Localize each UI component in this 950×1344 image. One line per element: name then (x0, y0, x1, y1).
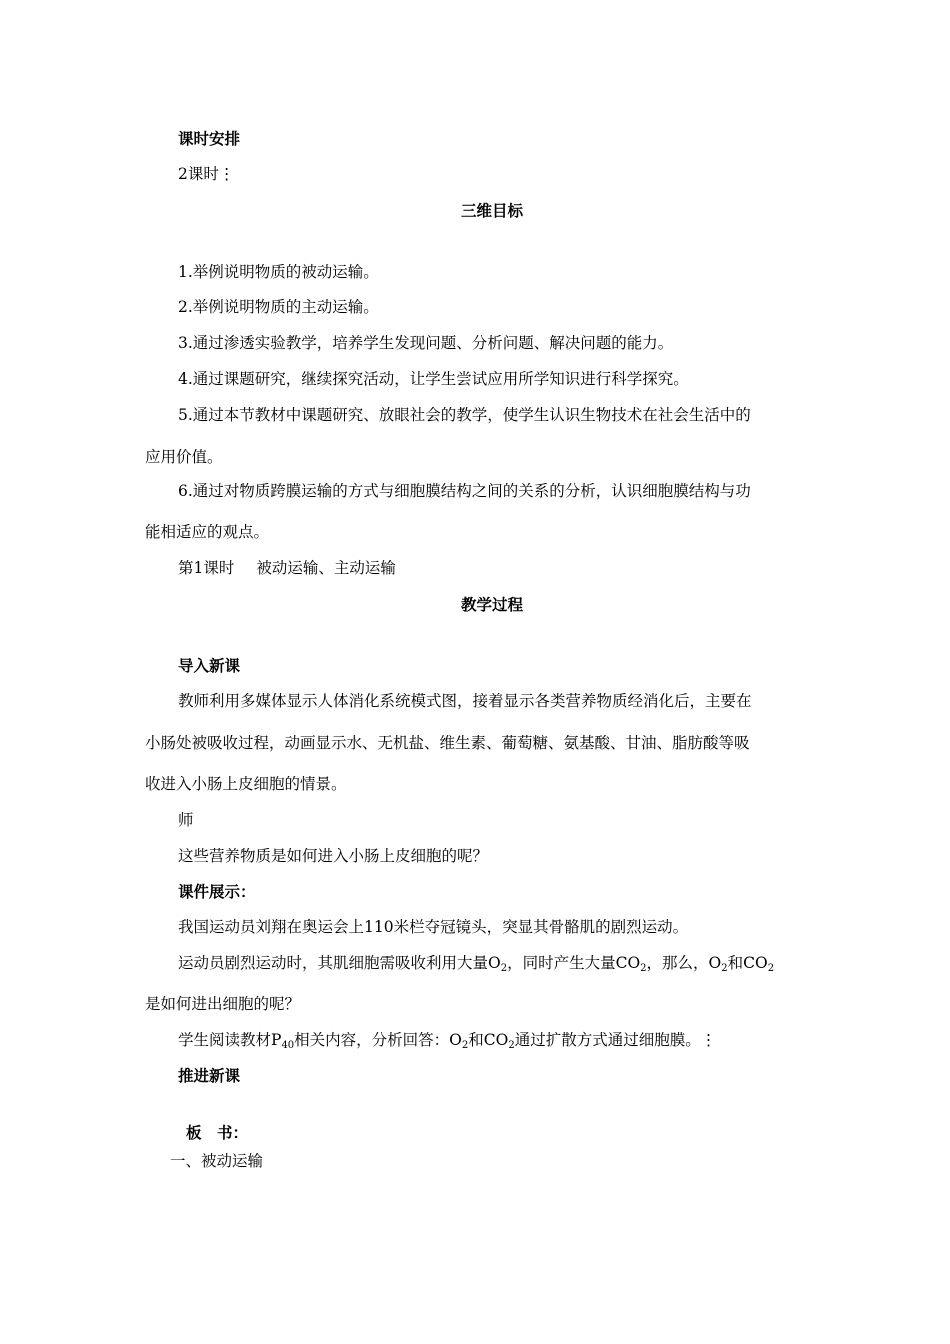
lesson-topic: 被动运输、主动运输 (256, 559, 396, 577)
intro-heading: 导入新课 (178, 657, 241, 675)
goal-item: 3.通过渗透实验教学，培养学生发现问题、分析问题、解决问题的能力。 (178, 334, 674, 352)
schedule-heading: 课时安排 (178, 130, 241, 148)
goal-item-continuation: 能相适应的观点。 (145, 523, 270, 541)
goal-item: 1.举例说明物质的被动运输。 (178, 263, 379, 281)
reading-task: 学生阅读教材$P_{40}$相关内容，分析回答：$O_2$和$CO_2$通过扩散方式通过细胞膜。⋮ (178, 1031, 717, 1051)
intro-paragraph-line: 小肠处被吸收过程，动画显示水、无机盐、维生素、葡萄糖、氨基酸、甘油、脂肪酸等吸 (145, 734, 750, 752)
goal-item: 4.通过课题研究，继续探究活动，让学生尝试应用所学知识进行科学探究。 (178, 370, 689, 388)
athlete-paragraph-line: 运动员剧烈运动时，其肌细胞需吸收利用大量$O_2$，同时产生大量$CO_2$，那么，$O_2$和$CO_2$ (178, 954, 775, 974)
board-heading: 板 书： (186, 1124, 249, 1142)
intro-paragraph-line: 收进入小肠上皮细胞的情景。 (145, 775, 347, 793)
courseware-heading: 课件展示： (178, 883, 256, 901)
courseware-text: 我国运动员刘翔在奥运会上110米栏夺冠镜头，突显其骨骼肌的剧烈运动。 (178, 918, 689, 936)
lesson-title (178, 558, 396, 578)
teacher-question: 这些营养物质是如何进入小肠上皮细胞的呢？ (178, 847, 489, 865)
goal-item-continuation: 应用价值。 (145, 448, 223, 466)
schedule-text: 2课时⋮ (178, 165, 235, 183)
process-heading: 教学过程 (460, 596, 523, 614)
goal-item: 2.举例说明物质的主动运输。 (178, 298, 379, 316)
goals-heading: 三维目标 (460, 202, 523, 220)
athlete-paragraph-line: 是如何进出细胞的呢？ (145, 995, 301, 1013)
teacher-label: 师 (178, 811, 194, 829)
goal-item: 6.通过对物质跨膜运输的方式与细胞膜结构之间的关系的分析，认识细胞膜结构与功 (178, 482, 751, 500)
goal-item: 5.通过本节教材中课题研究、放眼社会的教学，使学生认识生物技术在社会生活中的 (178, 406, 751, 424)
board-item: 一、被动运输 (170, 1152, 264, 1170)
lesson-label: 第1课时 (178, 559, 235, 577)
intro-paragraph-line: 教师利用多媒体显示人体消化系统模式图，接着显示各类营养物质经消化后，主要在 (178, 692, 752, 710)
advance-heading: 推进新课 (178, 1067, 241, 1085)
